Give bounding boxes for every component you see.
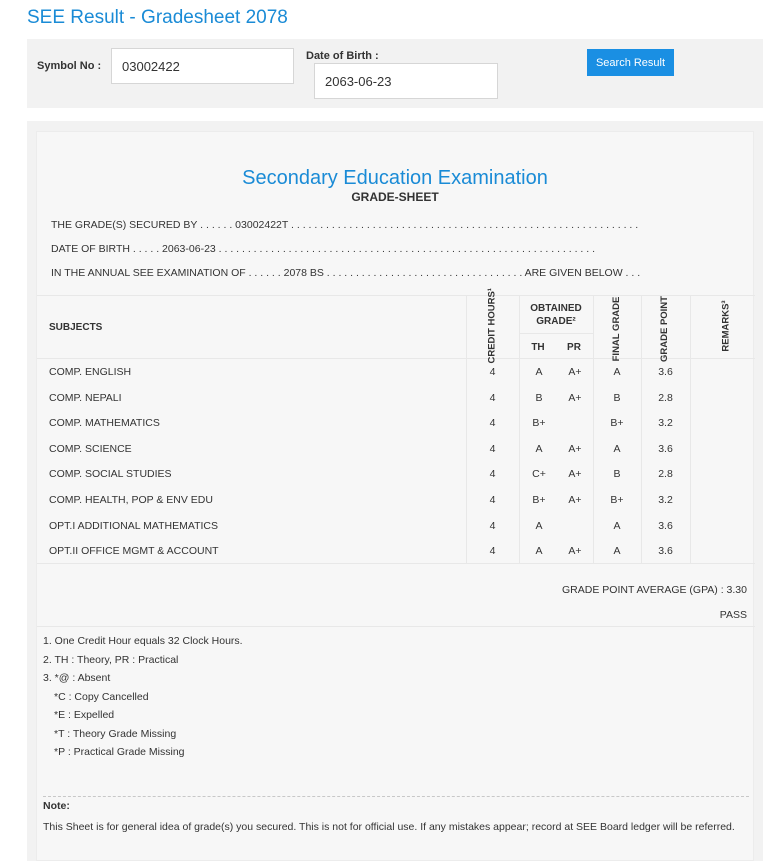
grade-cell-pr: A+ [568, 494, 582, 506]
grade-cell-pr: A+ [568, 442, 582, 455]
grade-cell-ch: 4 [489, 391, 496, 404]
grade-cell-th: B+ [532, 417, 546, 430]
grade-cell-th: A [535, 366, 543, 378]
grade-subheader-border [519, 333, 593, 334]
exam-line: IN THE ANNUAL SEE EXAMINATION OF . . . . . . 2078 BS . . . . . . . . . . . . . . . . . . . . . . . . . . . . . . . . . . ARE GIVEN BELOW . . . [51, 267, 641, 279]
grade-cell-ch: 4 [489, 366, 496, 378]
grade-cell-fg: A [613, 442, 621, 455]
credit-hours-header: CREDIT HOURS¹ [486, 288, 498, 364]
subject-name: OPT.II OFFICE MGMT & ACCOUNT [49, 545, 219, 558]
remarks-header: REMARKS³ [720, 300, 732, 352]
grade-cell-pr: A+ [568, 545, 582, 558]
exam-title: Secondary Education Examination [242, 167, 548, 189]
grade-cell-ch: 4 [489, 519, 496, 532]
grade-sheet [36, 131, 754, 861]
grade-cell-pr: A+ [568, 391, 582, 404]
footnote-line: *P : Practical Grade Missing [54, 746, 185, 758]
subjects-header: SUBJECTS [49, 322, 103, 333]
grade-cell-fg: B [613, 468, 621, 481]
obtained-grade-header: OBTAINED GRADE² [530, 303, 582, 327]
subject-name: COMP. NEPALI [49, 391, 122, 404]
footnote-border [37, 626, 755, 627]
result-status: PASS [719, 609, 747, 621]
subject-name: COMP. HEALTH, POP & ENV EDU [49, 494, 213, 506]
footnote-line: 1. One Credit Hour equals 32 Clock Hours. [43, 635, 243, 647]
gpa-text: GRADE POINT AVERAGE (GPA) : 3.30 [562, 584, 747, 596]
grade-cell-gp: 3.6 [658, 519, 673, 532]
header-bottom-border [37, 358, 755, 359]
col-divider [519, 295, 520, 563]
grade-cell-ch: 4 [489, 417, 496, 430]
grade-cell-fg: B+ [610, 417, 624, 430]
final-grade-header: FINAL GRADE [611, 296, 622, 362]
page-title: SEE Result - Gradesheet 2078 [27, 7, 288, 28]
grade-cell-gp: 3.6 [658, 366, 673, 378]
symbol-input[interactable]: 03002422 [111, 48, 294, 84]
subject-name: COMP. SCIENCE [49, 442, 132, 455]
grade-cell-ch: 4 [489, 442, 496, 455]
note-text: This Sheet is for general idea of grade(s) you secured. This is not for official use. If any mistakes appear; record at SEE Board ledger will be referred. [43, 821, 735, 833]
grade-cell-th: A [535, 545, 543, 558]
grade-cell-th: B [535, 391, 543, 404]
grade-cell-pr: A+ [568, 468, 582, 481]
subject-name: OPT.I ADDITIONAL MATHEMATICS [49, 519, 218, 532]
grade-cell-ch: 4 [489, 494, 496, 506]
grade-point-header: GRADE POINT [659, 296, 670, 362]
search-form [27, 39, 763, 108]
grade-cell-gp: 2.8 [658, 468, 673, 481]
footnote-line: *E : Expelled [54, 709, 115, 721]
table-bottom-border [37, 563, 755, 564]
grade-cell-th: B+ [532, 494, 546, 506]
grade-cell-fg: A [613, 519, 621, 532]
table-top-border [37, 295, 755, 296]
note-label: Note: [43, 800, 70, 812]
grade-cell-ch: 4 [489, 545, 496, 558]
grade-cell-ch: 4 [489, 468, 496, 481]
footnote-line: *C : Copy Cancelled [54, 690, 149, 703]
grade-cell-gp: 3.2 [658, 494, 673, 506]
grade-cell-gp: 3.2 [658, 417, 673, 430]
grade-cell-fg: A [613, 366, 621, 378]
grade-cell-pr: A+ [568, 366, 582, 378]
grade-cell-gp: 3.6 [658, 545, 673, 558]
symbol-label: Symbol No : [37, 60, 102, 72]
grade-cell-gp: 3.6 [658, 442, 673, 455]
grade-cell-fg: A [613, 545, 621, 558]
col-divider [690, 295, 691, 563]
pr-header: PR [567, 342, 581, 353]
dob-label: Date of Birth : [306, 50, 379, 62]
subject-name: COMP. SOCIAL STUDIES [49, 468, 172, 481]
note-separator [43, 796, 749, 797]
grade-cell-fg: B+ [610, 494, 624, 506]
th-header: TH [531, 342, 545, 353]
grade-sheet-title: GRADE-SHEET [351, 190, 439, 204]
footnote-line: 3. *@ : Absent [43, 672, 111, 684]
dob-line: DATE OF BIRTH . . . . . 2063-06-23 . . . . . . . . . . . . . . . . . . . . . . . . . . . . . . . . . . . . . . . . . . . . . . . . . . . . . . . . . . . . . . . . . [51, 243, 595, 255]
secured-by-line: THE GRADE(S) SECURED BY . . . . . . 03002422T . . . . . . . . . . . . . . . . . . . . . . . . . . . . . . . . . . . . . . . . . . . . . . . . . . . . . . . . . . . . [51, 219, 639, 231]
search-result-button[interactable]: Search Result [587, 49, 674, 76]
dob-input[interactable]: 2063-06-23 [314, 63, 498, 99]
subject-name: COMP. ENGLISH [49, 366, 132, 378]
footnote-line: 2. TH : Theory, PR : Practical [43, 653, 179, 666]
grade-cell-th: A [535, 519, 543, 532]
result-container [27, 121, 763, 861]
footnote-line: *T : Theory Grade Missing [54, 727, 177, 740]
grade-cell-th: A [535, 442, 543, 455]
grade-cell-th: C+ [532, 468, 546, 481]
grade-cell-gp: 2.8 [658, 391, 673, 404]
subject-name: COMP. MATHEMATICS [49, 417, 160, 430]
grade-cell-fg: B [613, 391, 621, 404]
